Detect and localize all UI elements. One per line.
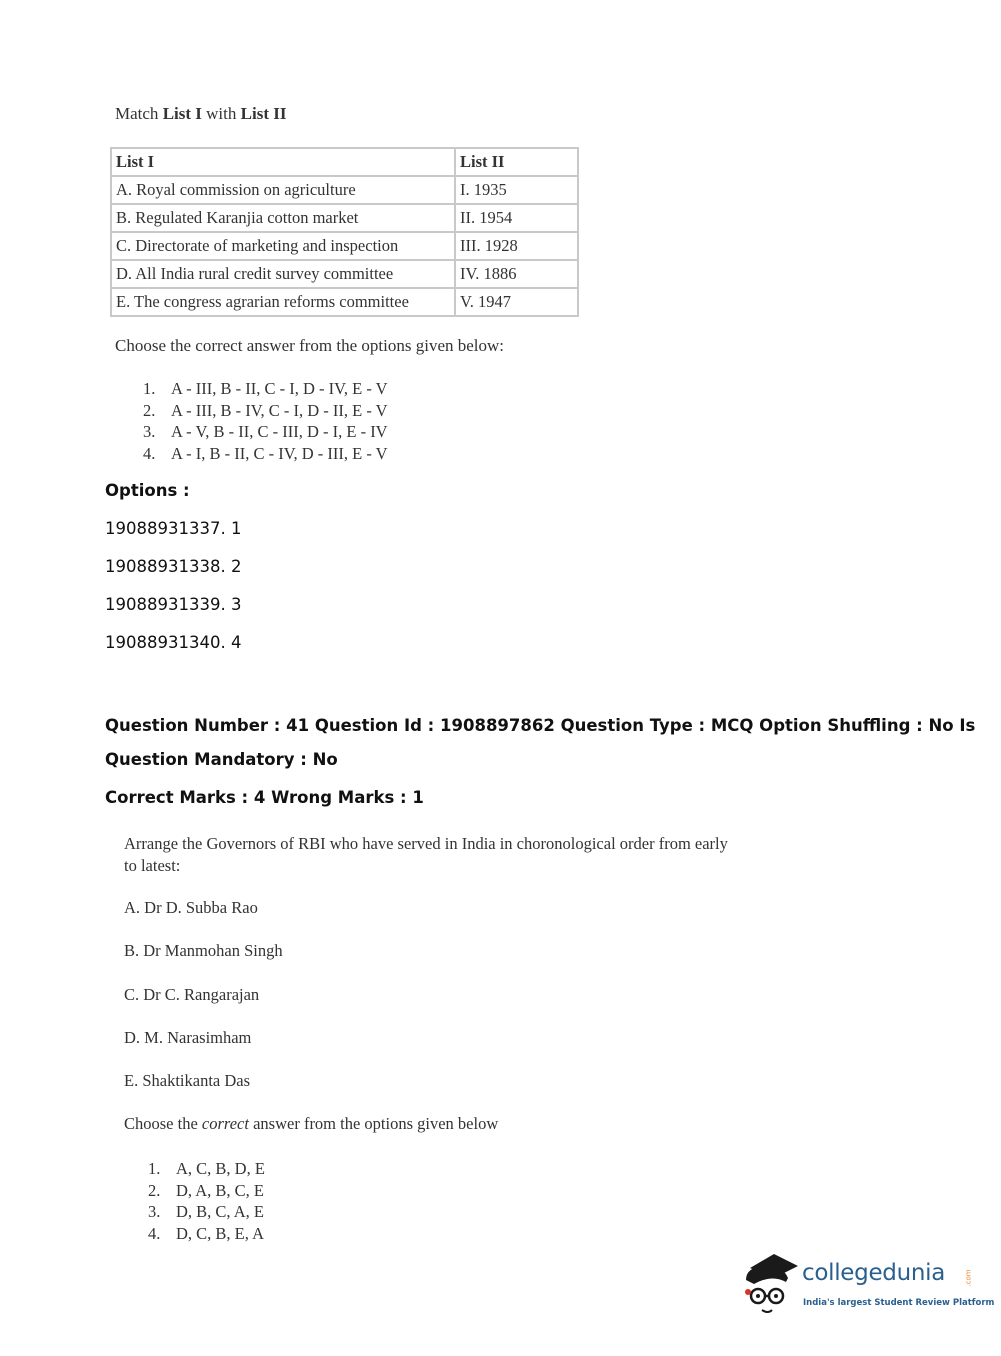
list-item xyxy=(148,1223,265,1245)
table-cell: D. All India rural credit survey committee xyxy=(111,260,455,288)
table-cell: B. Regulated Karanjia cotton market xyxy=(111,204,455,232)
option-number: 4. xyxy=(143,443,156,463)
answer-option-id: 19088931340. 4 xyxy=(105,633,242,652)
brand-name: collegedunia xyxy=(802,1260,946,1286)
option-list xyxy=(143,378,388,464)
table-cell: V. 1947 xyxy=(455,288,578,316)
option-text: D, A, B, C, E xyxy=(176,1180,265,1200)
option-number: 1. xyxy=(148,1159,161,1178)
table-cell: A. Royal commission on agriculture xyxy=(111,176,455,204)
table-cell: IV. 1886 xyxy=(455,260,578,288)
list-item xyxy=(148,1158,265,1180)
table-row xyxy=(111,176,578,204)
list-item xyxy=(143,421,388,443)
question-prompt: Arrange the Governors of RBI who have served in India in choronological order from early to latest: xyxy=(124,834,728,875)
option-text: A - I, B - II, C - IV, D - III, E - V xyxy=(171,443,388,463)
mascot-icon xyxy=(742,1250,802,1320)
list-item xyxy=(143,443,388,465)
table-cell: C. Directorate of marketing and inspection xyxy=(111,232,455,260)
option-text: A - III, B - IV, C - I, D - II, E - V xyxy=(171,400,388,420)
list-item xyxy=(143,400,388,422)
list-item xyxy=(143,378,388,400)
option-text: D, C, B, E, A xyxy=(176,1223,265,1243)
option-text: A - V, B - II, C - III, D - I, E - IV xyxy=(171,422,388,441)
heading-list-two: List II xyxy=(240,104,287,123)
heading-list-one: List I xyxy=(162,104,202,123)
table-header-cell: List I xyxy=(111,148,455,176)
table-row xyxy=(111,232,578,260)
option-number: 4. xyxy=(148,1223,161,1243)
list-item: E. Shaktikanta Das xyxy=(124,1071,251,1090)
question-mandatory: Question Mandatory : No xyxy=(105,750,338,769)
answer-option-id: 19088931339. 3 xyxy=(105,595,242,614)
answer-option-id: 19088931337. 1 xyxy=(105,519,242,538)
question-meta: Question Number : 41 Question Id : 1908897862 Question Type : MCQ Option Shuffling : No Is xyxy=(105,716,976,735)
brand-domain: .com xyxy=(964,1269,973,1287)
option-text: A, C, B, D, E xyxy=(176,1159,265,1178)
choose-instruction xyxy=(124,1114,498,1134)
table-cell: I. 1935 xyxy=(455,176,578,204)
option-list xyxy=(148,1158,265,1244)
option-text: D, B, C, A, E xyxy=(176,1202,265,1221)
table-header-row xyxy=(111,148,578,176)
option-number: 2. xyxy=(148,1180,161,1200)
choose-emphasis: correct xyxy=(201,1114,249,1133)
brand-tagline: India's largest Student Review Platform xyxy=(803,1298,995,1308)
match-table xyxy=(110,147,579,317)
list-item: A. Dr D. Subba Rao xyxy=(124,898,258,917)
list-item: B. Dr Manmohan Singh xyxy=(124,941,283,960)
brand-logo xyxy=(742,1250,995,1320)
heading-text: with xyxy=(201,104,241,123)
table-row xyxy=(111,204,578,232)
option-number: 1. xyxy=(143,379,156,398)
option-number: 2. xyxy=(143,400,156,420)
option-text: A - III, B - II, C - I, D - IV, E - V xyxy=(171,379,388,398)
question-heading xyxy=(115,104,286,124)
choose-instruction: Choose the correct answer from the options given below: xyxy=(115,336,505,355)
table-cell: E. The congress agrarian reforms committee xyxy=(111,288,455,316)
list-item xyxy=(148,1201,265,1223)
table-cell: II. 1954 xyxy=(455,204,578,232)
option-number: 3. xyxy=(143,422,156,441)
choose-text: answer from the options given below xyxy=(248,1114,499,1133)
option-number: 3. xyxy=(148,1202,161,1221)
choose-text: Choose the xyxy=(124,1114,202,1133)
table-row xyxy=(111,260,578,288)
answer-option-id: 19088931338. 2 xyxy=(105,557,242,576)
options-label: Options : xyxy=(105,481,190,500)
table-row xyxy=(111,288,578,316)
question-marks: Correct Marks : 4 Wrong Marks : 1 xyxy=(105,788,424,807)
table-cell: III. 1928 xyxy=(455,232,578,260)
heading-text: Match xyxy=(115,104,163,123)
list-item: C. Dr C. Rangarajan xyxy=(124,985,260,1004)
table-header-cell: List II xyxy=(455,148,578,176)
list-item: D. M. Narasimham xyxy=(124,1028,252,1047)
list-item xyxy=(148,1180,265,1202)
